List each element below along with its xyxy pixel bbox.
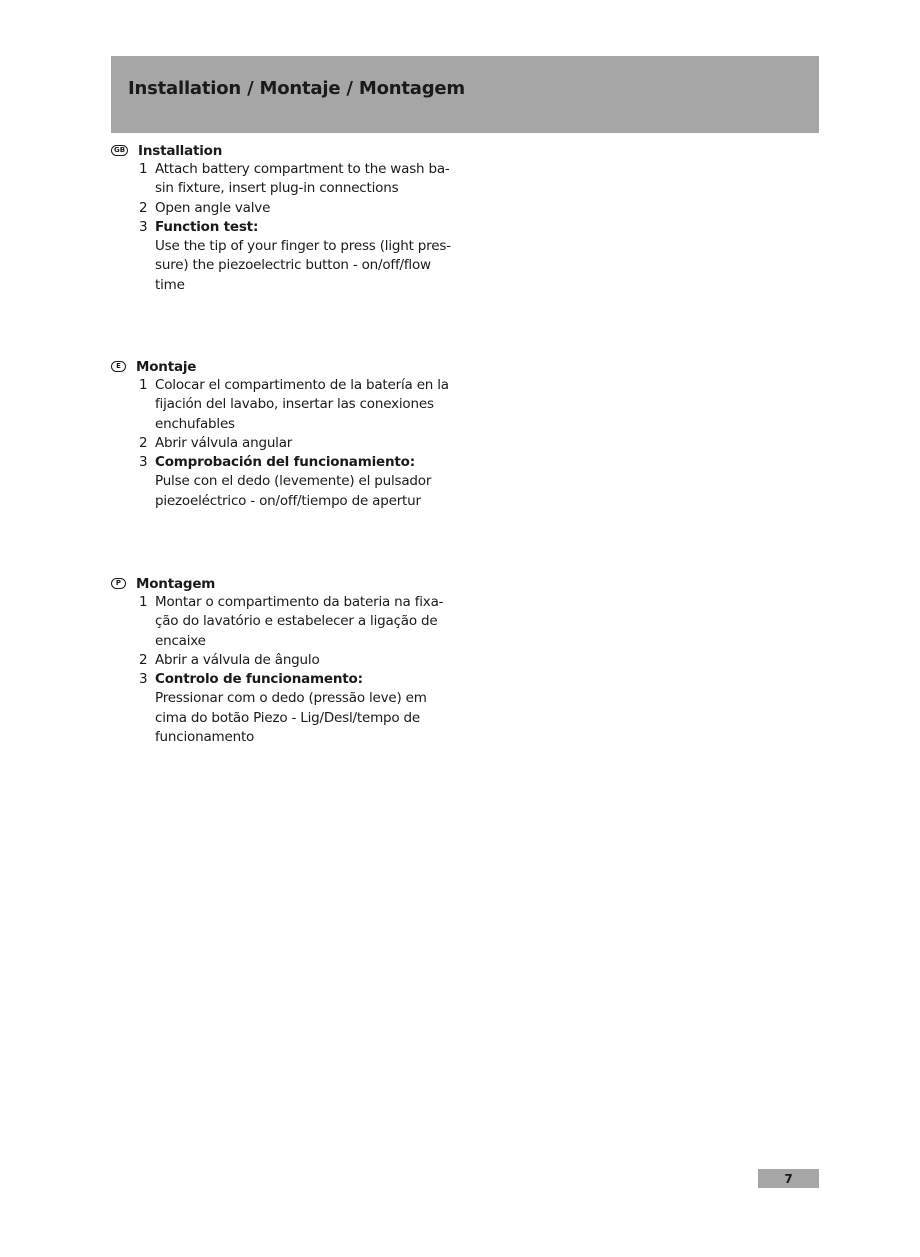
step-number: 1 — [139, 594, 148, 610]
step-line: sin fixture, insert plug-in connections — [155, 180, 399, 197]
step-number: 1 — [139, 377, 148, 393]
step-line: time — [155, 276, 185, 293]
step-number: 3 — [139, 218, 148, 235]
step-heading: Comprobación del funcionamiento: — [155, 454, 415, 471]
step-number: 2 — [139, 651, 148, 668]
step-line: Use the tip of your finger to press (light pres- — [155, 238, 451, 255]
step-item — [111, 434, 471, 453]
page-title: Installation / Montaje / Montagem — [128, 78, 465, 99]
step-line: cima do botão Piezo - Lig/Desl/tempo de — [155, 709, 421, 726]
step-line: ção do lavatório e estabelecer a ligação de — [155, 613, 438, 630]
step-heading: Controlo de funcionamento: — [155, 671, 363, 688]
step-line: Colocar el compartimento de la batería en la — [155, 377, 449, 393]
step-heading: Function test: — [155, 218, 259, 235]
step-item — [111, 651, 471, 670]
steps-list — [111, 376, 471, 511]
step-line: Montar o compartimento da bateria na fixa- — [155, 594, 444, 610]
step-line: Attach battery compartment to the wash ba- — [155, 161, 450, 177]
step-line: Pressionar com o dedo (pressão leve) em — [155, 690, 427, 707]
step-line: fijación del lavabo, insertar las conexiones — [155, 396, 434, 413]
step-line: funcionamento — [155, 729, 255, 746]
step-line: enchufables — [155, 415, 235, 432]
step-item — [111, 376, 471, 434]
steps-list — [111, 593, 471, 747]
step-number: 1 — [139, 161, 148, 177]
section-title: Installation — [138, 142, 223, 159]
language-badge-p: P — [111, 578, 126, 589]
section-p — [111, 574, 471, 747]
step-line: sure) the piezoelectric button - on/off/flow — [155, 257, 431, 274]
language-badge-gb: GB — [111, 145, 128, 156]
step-line: encaixe — [155, 632, 206, 649]
step-number: 3 — [139, 454, 148, 471]
step-number: 2 — [139, 434, 148, 451]
step-line: Open angle valve — [155, 199, 271, 216]
language-badge-e: E — [111, 361, 126, 372]
header-bar — [111, 56, 819, 133]
steps-list — [111, 160, 471, 295]
section-title: Montaje — [136, 358, 197, 375]
step-number: 2 — [139, 199, 148, 216]
section-e — [111, 357, 471, 511]
step-line: Abrir a válvula de ângulo — [155, 651, 320, 668]
step-item — [111, 593, 471, 651]
step-line: Pulse con el dedo (levemente) el pulsador — [155, 473, 432, 490]
step-number: 3 — [139, 671, 148, 688]
step-item — [111, 160, 471, 199]
section-header — [111, 357, 471, 376]
step-item — [111, 670, 471, 747]
section-header — [111, 141, 471, 160]
section-header — [111, 574, 471, 593]
page-number: 7 — [758, 1169, 819, 1188]
step-item — [111, 218, 471, 295]
step-item — [111, 453, 471, 511]
section-gb — [111, 141, 471, 295]
step-line: Abrir válvula angular — [155, 434, 293, 451]
section-title: Montagem — [136, 575, 216, 592]
step-item — [111, 199, 471, 218]
step-line: piezoeléctrico - on/off/tiempo de apertur — [155, 492, 421, 509]
